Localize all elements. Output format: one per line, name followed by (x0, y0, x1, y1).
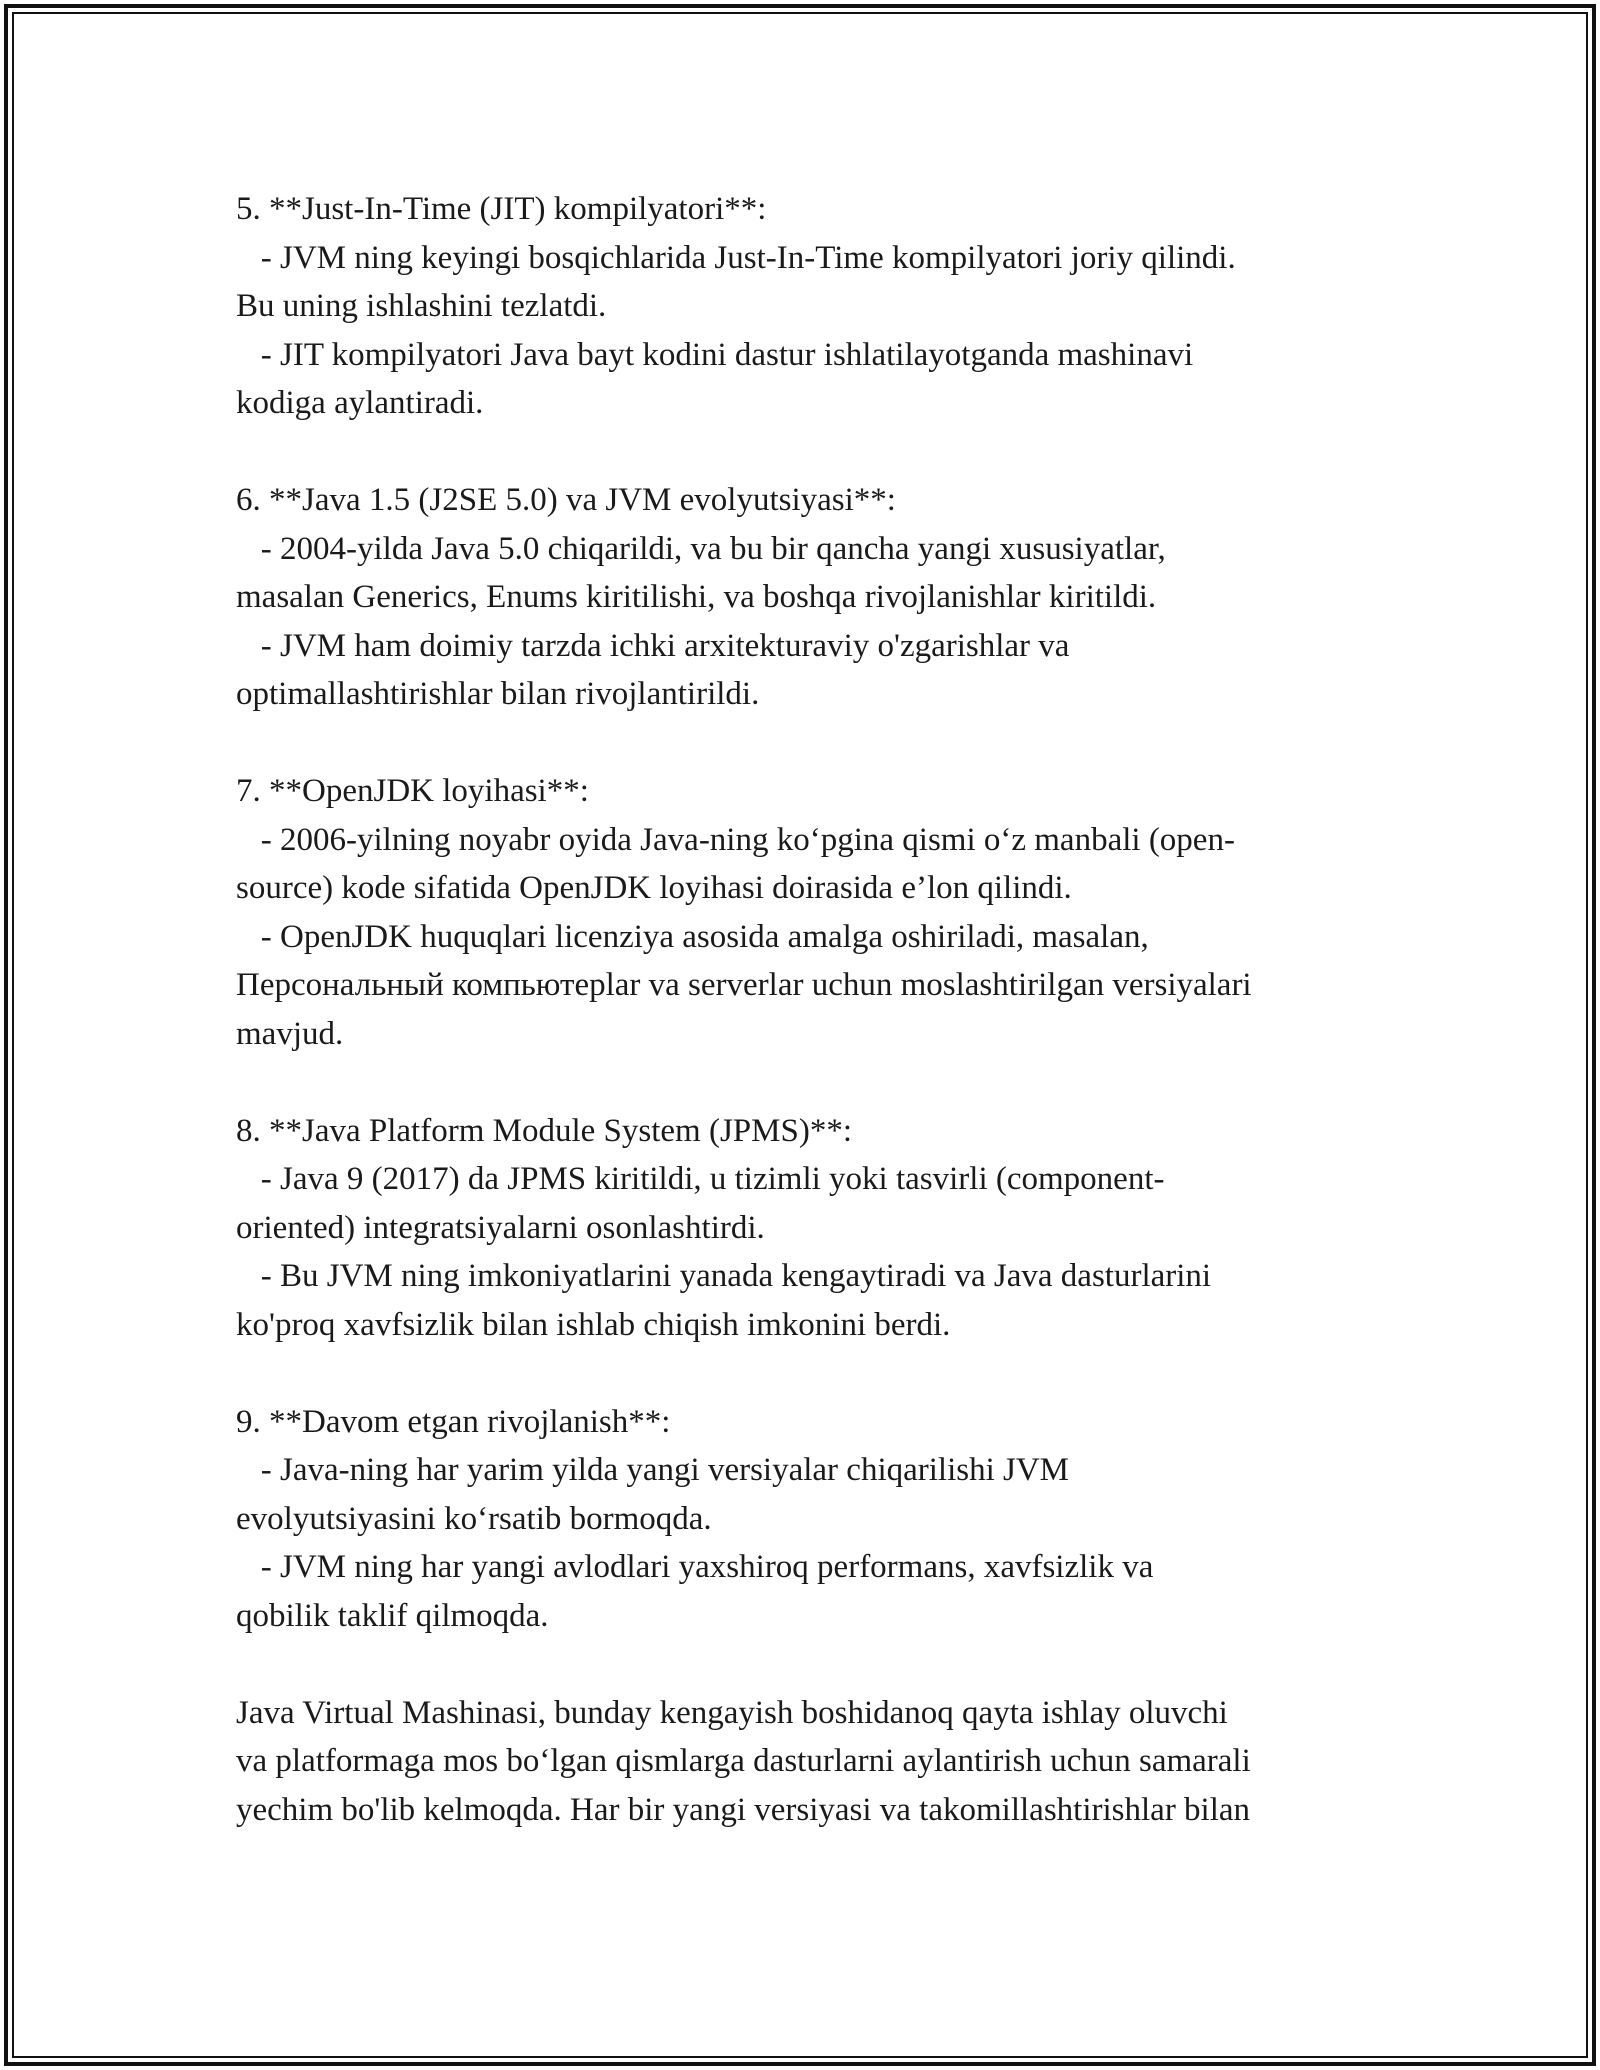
section-openjdk (236, 767, 1396, 1058)
section-jit-compiler (236, 185, 1396, 428)
text-line: - Java-ning har yarim yilda yangi versiyalar chiqarilishi JVM (236, 1452, 1070, 1488)
text-line: masalan Generics, Enums kiritilishi, va boshqa rivojlanishlar kiritildi. (236, 579, 1157, 615)
section-heading: 8. **Java Platform Module System (JPMS)**: (236, 1112, 852, 1149)
text-line: Java Virtual Mashinasi, bunday kengayish boshidanoq qayta ishlay oluvchi (236, 1694, 1228, 1731)
text-line: - Java 9 (2017) da JPMS kiritildi, u tizimli yoki tasvirli (component- (236, 1161, 1165, 1197)
text-line: - 2004-yilda Java 5.0 chiqarildi, va bu bir qancha yangi xususiyatlar, (236, 530, 1166, 567)
section-heading: 7. **OpenJDK loyihasi**: (236, 773, 589, 809)
text-line: kodiga aylantiradi. (236, 385, 484, 421)
text-line: source) kode sifatida OpenJDK loyihasi doirasida e’lon qilindi. (236, 870, 1072, 906)
text-line: qobilik taklif qilmoqda. (236, 1597, 549, 1634)
text-line: - JVM ning keyingi bosqichlarida Just-In-Time kompilyatori joriy qilindi. (236, 239, 1236, 276)
text-line: yechim bo'lib kelmoqda. Har bir yangi versiyasi va takomillashtirishlar bilan (236, 1791, 1251, 1828)
document-body (236, 185, 1396, 1834)
text-line: - 2006-yilning noyabr oyida Java-ning koʻpgina qismi oʻz manbali (open- (236, 821, 1235, 858)
text-line: - JIT kompilyatori Java bayt kodini dastur ishlatilayotganda mashinavi (236, 336, 1194, 373)
section-conclusion (236, 1689, 1396, 1835)
text-line: Персональный компьютерlar va serverlar uchun moslashtirilgan versiyalari (236, 967, 1252, 1003)
text-line: - Bu JVM ning imkoniyatlarini yanada kengaytiradi va Java dasturlarini (236, 1258, 1212, 1294)
section-heading: 5. **Just-In-Time (JIT) kompilyatori**: (236, 191, 767, 227)
text-line: mavjud. (236, 1015, 344, 1052)
section-java-1-5 (236, 476, 1396, 719)
section-heading: 9. **Davom etgan rivojlanish**: (236, 1403, 671, 1440)
text-line: - JVM ham doimiy tarzda ichki arxitekturaviy o'zgarishlar va (236, 627, 1070, 664)
text-line: - JVM ning har yangi avlodlari yaxshiroq performans, xavfsizlik va (236, 1549, 1154, 1585)
text-line: evolyutsiyasini koʻrsatib bormoqda. (236, 1500, 712, 1537)
text-line: ko'proq xavfsizlik bilan ishlab chiqish imkonini berdi. (236, 1306, 951, 1343)
section-heading: 6. **Java 1.5 (J2SE 5.0) va JVM evolyutsiyasi**: (236, 482, 896, 518)
section-jpms (236, 1107, 1396, 1350)
text-line: oriented) integratsiyalarni osonlashtirdi. (236, 1209, 765, 1246)
text-line: Bu uning ishlashini tezlatdi. (236, 288, 607, 324)
text-line: optimallashtirishlar bilan rivojlantirildi. (236, 676, 760, 712)
text-line: va platformaga mos boʻlgan qismlarga dasturlarni aylantirish uchun samarali (236, 1743, 1251, 1779)
text-line: - OpenJDK huquqlari licenziya asosida amalga oshiriladi, masalan, (236, 918, 1149, 955)
section-continued-development (236, 1398, 1396, 1641)
